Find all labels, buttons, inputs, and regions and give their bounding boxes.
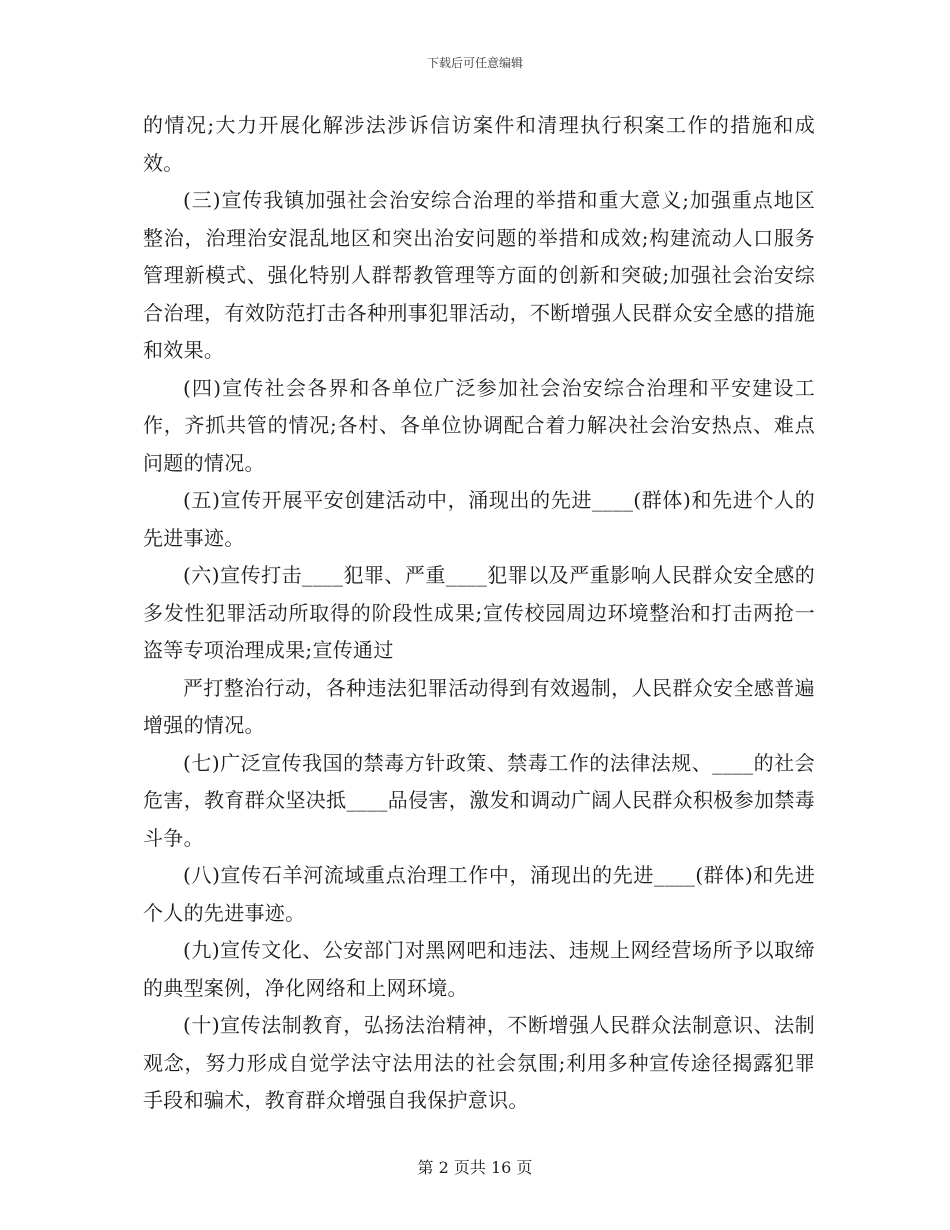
document-body (143, 107, 815, 1120)
page-header: 下载后可任意编辑 (426, 56, 523, 70)
paragraph-8: (八)宣传石羊河流域重点治理工作中，涌现出的先进____(群体)和先进个人的先进事迹。 (143, 863, 815, 925)
page-footer: 第 2 页共 16 页 (417, 1158, 533, 1177)
paragraph-3: (四)宣传社会各界和各单位广泛参加社会治安综合治理和平安建设工作，齐抓共管的情况;各村、各单位协调配合着力解决社会治安热点、难点问题的情况。 (143, 375, 815, 475)
paragraph-1: 的情况;大力开展化解涉法涉诉信访案件和清理执行积案工作的措施和成效。 (143, 113, 815, 175)
paragraph-2: (三)宣传我镇加强社会治安综合治理的举措和重大意义;加强重点地区整治，治理治安混乱地区和突出治安问题的举措和成效;构建流动人口服务管理新模式、强化特别人群帮教管理等方面的创新和突破;加强社会治安综合治理，有效防范打击各种刑事犯罪活动，不断增强人民群众安全感的措施和效果。 (143, 188, 815, 362)
paragraph-7: (七)广泛宣传我国的禁毒方针政策、禁毒工作的法律法规、____的社会危害，教育群众坚决抵____品侵害，激发和调动广阔人民群众积极参加禁毒斗争。 (143, 750, 815, 850)
paragraph-9: (九)宣传文化、公安部门对黑网吧和违法、违规上网经营场所予以取缔的典型案例，净化网络和上网环境。 (143, 938, 815, 1000)
paragraph-6: 严打整治行动，各种违法犯罪活动得到有效遏制，人民群众安全感普遍增强的情况。 (143, 675, 815, 737)
paragraph-4: (五)宣传开展平安创建活动中，涌现出的先进____(群体)和先进个人的先进事迹。 (143, 488, 815, 550)
paragraph-10: (十)宣传法制教育，弘扬法治精神，不断增强人民群众法制意识、法制观念，努力形成自觉学法守法用法的社会氛围;利用多种宣传途径揭露犯罪手段和骗术，教育群众增强自我保护意识。 (143, 1013, 815, 1112)
paragraph-5: (六)宣传打击____犯罪、严重____犯罪以及严重影响人民群众安全感的多发性犯罪活动所取得的阶段性成果;宣传校园周边环境整治和打击两抢一盗等专项治理成果;宣传通过 (143, 563, 815, 662)
